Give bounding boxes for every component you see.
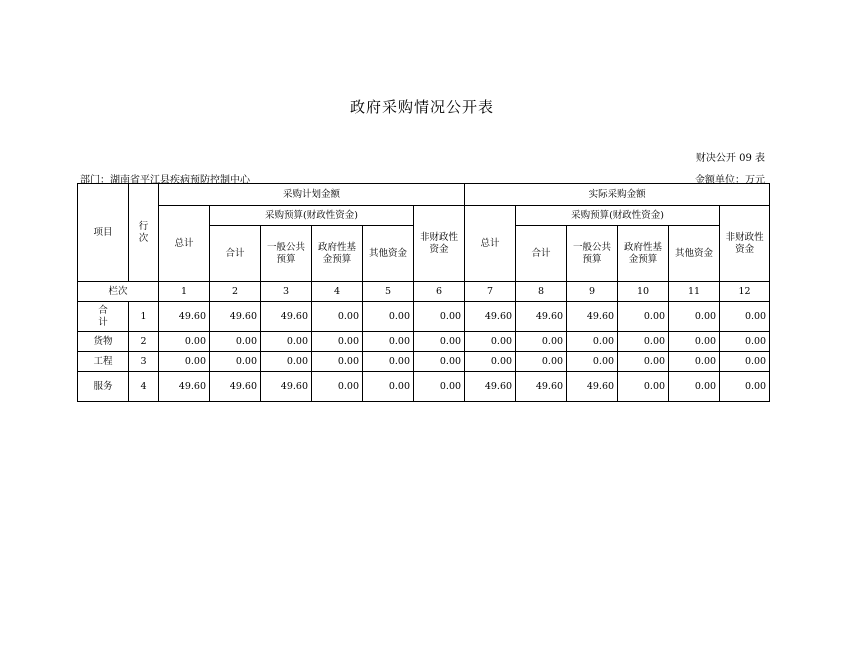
header-actual-total: 总计 (465, 206, 516, 282)
cell-value: 0.00 (465, 352, 516, 372)
column-index-label: 栏次 (78, 282, 159, 302)
cell-value: 0.00 (261, 332, 312, 352)
page-title: 政府采购情况公开表 (349, 98, 494, 116)
header-plan-budget: 采购预算(财政性资金) (210, 206, 414, 226)
cell-value: 0.00 (618, 372, 669, 402)
cell-value: 49.60 (567, 372, 618, 402)
cell-value: 0.00 (363, 302, 414, 332)
header-actual-group: 实际采购金额 (465, 184, 770, 206)
cell-value: 0.00 (312, 352, 363, 372)
column-index: 4 (312, 282, 363, 302)
cell-value: 0.00 (159, 332, 210, 352)
cell-value: 0.00 (414, 332, 465, 352)
cell-value: 0.00 (618, 332, 669, 352)
header-actual-gov-fund: 政府性基 金预算 (618, 226, 669, 282)
row-name: 服务 (78, 372, 129, 402)
cell-value: 49.60 (516, 372, 567, 402)
column-index: 1 (159, 282, 210, 302)
cell-value: 0.00 (720, 372, 770, 402)
cell-value: 0.00 (618, 352, 669, 372)
column-index: 12 (720, 282, 770, 302)
cell-value: 0.00 (363, 332, 414, 352)
cell-value: 0.00 (720, 352, 770, 372)
column-index: 5 (363, 282, 414, 302)
cell-value: 49.60 (261, 302, 312, 332)
cell-value: 0.00 (669, 302, 720, 332)
cell-value: 0.00 (414, 352, 465, 372)
cell-value: 0.00 (720, 302, 770, 332)
header-plan-subtotal: 合计 (210, 226, 261, 282)
cell-value: 0.00 (261, 352, 312, 372)
table-row (78, 302, 770, 332)
header-plan-group: 采购计划金额 (159, 184, 465, 206)
cell-value: 49.60 (210, 302, 261, 332)
data-rows (78, 302, 770, 402)
cell-value: 0.00 (567, 332, 618, 352)
cell-value: 49.60 (159, 302, 210, 332)
header-plan-non-fiscal: 非财政性 资金 (414, 206, 465, 282)
cell-value: 0.00 (669, 332, 720, 352)
row-number: 4 (129, 372, 159, 402)
procurement-table (77, 183, 770, 402)
cell-value: 0.00 (312, 332, 363, 352)
cell-value: 0.00 (159, 352, 210, 372)
table-row (78, 352, 770, 372)
row-name: 货物 (78, 332, 129, 352)
header-actual-non-fiscal: 非财政性 资金 (720, 206, 770, 282)
header-plan-total: 总计 (159, 206, 210, 282)
cell-value: 0.00 (363, 372, 414, 402)
column-index: 10 (618, 282, 669, 302)
cell-value: 0.00 (363, 352, 414, 372)
column-index: 9 (567, 282, 618, 302)
row-name: 工程 (78, 352, 129, 372)
cell-value: 0.00 (669, 352, 720, 372)
column-index: 6 (414, 282, 465, 302)
header-actual-subtotal: 合计 (516, 226, 567, 282)
cell-value: 49.60 (516, 302, 567, 332)
cell-value: 0.00 (312, 372, 363, 402)
cell-value: 0.00 (414, 372, 465, 402)
column-index: 11 (669, 282, 720, 302)
column-index: 3 (261, 282, 312, 302)
cell-value: 49.60 (210, 372, 261, 402)
unit-label: 金额单位：万元 (695, 175, 765, 186)
header-plan-general-public: 一般公共 预算 (261, 226, 312, 282)
department-label: 部门：湖南省平江县疾病预防控制中心 (80, 175, 250, 186)
header-actual-general-public: 一般公共 预算 (567, 226, 618, 282)
cell-value: 0.00 (720, 332, 770, 352)
cell-value: 0.00 (465, 332, 516, 352)
row-number: 2 (129, 332, 159, 352)
cell-value: 0.00 (516, 352, 567, 372)
cell-value: 49.60 (261, 372, 312, 402)
row-number: 3 (129, 352, 159, 372)
column-index: 2 (210, 282, 261, 302)
cell-value: 0.00 (210, 352, 261, 372)
cell-value: 49.60 (567, 302, 618, 332)
header-actual-other: 其他资金 (669, 226, 720, 282)
header-actual-budget: 采购预算(财政性资金) (516, 206, 720, 226)
form-code: 财决公开 09 表 (695, 153, 765, 164)
header-item: 项目 (78, 184, 129, 282)
cell-value: 0.00 (618, 302, 669, 332)
column-index: 7 (465, 282, 516, 302)
table-row (78, 332, 770, 352)
column-index: 8 (516, 282, 567, 302)
cell-value: 0.00 (312, 302, 363, 332)
cell-value: 49.60 (159, 372, 210, 402)
header-plan-other: 其他资金 (363, 226, 414, 282)
cell-value: 0.00 (210, 332, 261, 352)
cell-value: 0.00 (567, 352, 618, 372)
header-plan-gov-fund: 政府性基 金预算 (312, 226, 363, 282)
cell-value: 49.60 (465, 302, 516, 332)
table-row (78, 372, 770, 402)
cell-value: 0.00 (669, 372, 720, 402)
row-name: 合 计 (78, 302, 129, 332)
header-row-no: 行 次 (129, 184, 159, 282)
row-number: 1 (129, 302, 159, 332)
cell-value: 0.00 (414, 302, 465, 332)
cell-value: 0.00 (516, 332, 567, 352)
cell-value: 49.60 (465, 372, 516, 402)
